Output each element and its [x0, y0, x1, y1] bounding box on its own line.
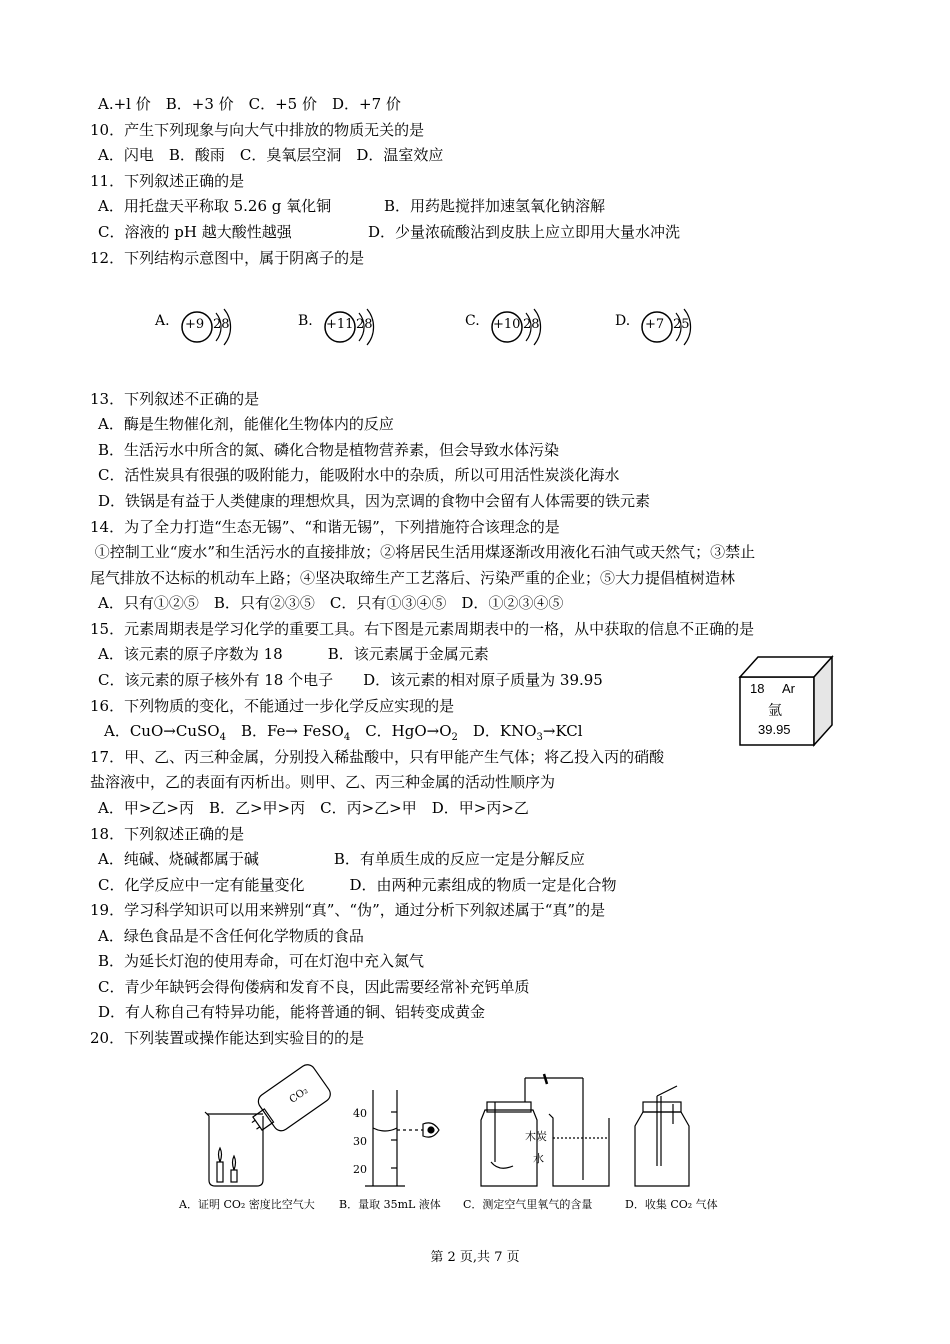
- q14-options: A．只有①②⑤ B．只有②③⑤ C．只有①③④⑤ D．①②③④⑤: [98, 594, 564, 612]
- atom-c-nucleus: +10: [493, 317, 521, 332]
- cylinder-tick-30: 30: [353, 1135, 367, 1148]
- q16-a-subscript: 4: [219, 732, 226, 743]
- atom-b-nucleus: +11: [326, 317, 354, 332]
- q17-stem-line2: 盐溶液中，乙的表面有丙析出。则甲、乙、丙三种金属的活动性顺序为: [90, 773, 556, 791]
- water-label: 水: [533, 1152, 544, 1165]
- apparatus-figures: [179, 1062, 745, 1214]
- q17-options: A．甲>乙>丙 B．乙>甲>丙 C．丙>乙>甲 D．甲>丙>乙: [98, 799, 529, 817]
- element-name: 氩: [768, 703, 782, 719]
- q16-c-subscript: 2: [451, 732, 458, 743]
- q12-stem: 12．下列结构示意图中，属于阴离子的是: [90, 249, 365, 267]
- atom-c-shells-text: 28: [523, 317, 540, 332]
- element-symbol: Ar: [782, 681, 795, 696]
- figure-caption-d: D．收集 CO₂ 气体: [625, 1198, 718, 1211]
- apparatus-drawings: [195, 1062, 745, 1192]
- atom-a-nucleus: +9: [185, 317, 205, 332]
- figure-caption-b: B．量取 35mL 液体: [339, 1198, 441, 1211]
- q16-b-subscript: 4: [343, 732, 351, 743]
- co2-bottle-label: CO₂: [287, 1085, 311, 1106]
- periodic-table-cell: [738, 655, 834, 749]
- q15-options-cd: C．该元素的原子核外有 18 个电子 D．该元素的相对原子质量为 39.95: [98, 671, 603, 689]
- q18-options-ab: A．纯碱、烧碱都属于碱 B．有单质生成的反应一定是分解反应: [98, 850, 585, 868]
- q11-option-d: D．少量浓硫酸沾到皮肤上应立即用大量水冲洗: [368, 223, 681, 241]
- q10-stem: 10．产生下列现象与向大气中排放的物质无关的是: [90, 121, 425, 139]
- q20-stem: 20．下列装置或操作能达到实验目的的是: [90, 1029, 365, 1047]
- atom-b-shells-text: 28: [356, 317, 373, 332]
- atom-a-shells-text: 28: [213, 317, 230, 332]
- figure-caption-a: A．证明 CO₂ 密度比空气大: [179, 1198, 315, 1211]
- atom-c-label: C.: [465, 313, 480, 329]
- q19-stem: 19．学习科学知识可以用来辨别“真”、“伪”，通过分析下列叙述属于“真”的是: [90, 901, 606, 919]
- q16-option-d: D．KNO: [457, 722, 537, 740]
- q14-stem: 14．为了全力打造“生态无锡”、“和谐无锡”，下列措施符合该理念的是: [90, 518, 560, 536]
- q13-option-d: D．铁锅是有益于人类健康的理想炊具，因为烹调的食物中会留有人体需要的铁元素: [98, 492, 651, 510]
- q16-stem: 16．下列物质的变化，不能通过一步化学反应实现的是: [90, 697, 455, 715]
- cylinder-tick-40: 40: [353, 1107, 367, 1120]
- q16-option-a: A．CuO→CuSO: [104, 722, 220, 740]
- q13-option-b: B．生活污水中所含的氮、磷化合物是植物营养素，但会导致水体污染: [98, 441, 560, 459]
- q11-option-c: C．溶液的 pH 越大酸性越强: [98, 223, 292, 241]
- q11-option-b: B．用药匙搅拌加速氢氧化钠溶解: [384, 197, 606, 215]
- q18-options-cd: C．化学反应中一定有能量变化 D．由两种元素组成的物质一定是化合物: [98, 876, 617, 894]
- q19-option-d: D．有人称自己有特异功能，能将普通的铜、铝转变成黄金: [98, 1003, 486, 1021]
- cylinder-tick-20: 20: [353, 1163, 367, 1176]
- charcoal-label: 木炭: [525, 1130, 547, 1143]
- q19-option-c: C．青少年缺钙会得佝偻病和发育不良，因此需要经常补充钙单质: [98, 978, 530, 996]
- q16-option-b: B．Fe→ FeSO: [225, 722, 344, 740]
- q14-body-line1: ①控制工业“废水”和生活污水的直接排放；②将居民生活用煤逐渐改用液化石油气或天然气；③禁止: [90, 543, 756, 561]
- atom-d-nucleus: +7: [645, 317, 665, 332]
- atom-d-label: D.: [615, 313, 631, 329]
- q16-option-c: C．HgO→O: [350, 722, 452, 740]
- element-mass: 39.95: [758, 722, 791, 737]
- q11-stem: 11．下列叙述正确的是: [90, 172, 245, 190]
- q13-stem: 13．下列叙述不正确的是: [90, 390, 260, 408]
- q19-option-a: A．绿色食品是不含任何化学物质的食品: [98, 927, 364, 945]
- q10-options: A．闪电 B．酸雨 C．臭氧层空洞 D．温室效应: [98, 146, 444, 164]
- q11-option-a: A．用托盘天平称取 5.26 g 氧化铜: [98, 197, 332, 215]
- q13-option-c: C．活性炭具有很强的吸附能力，能吸附水中的杂质，所以可用活性炭淡化海水: [98, 466, 620, 484]
- atom-d-shells-text: 25: [673, 317, 690, 332]
- q16-option-d-tail: →KCl: [542, 722, 583, 740]
- q19-option-b: B．为延长灯泡的使用寿命，可在灯泡中充入氮气: [98, 952, 425, 970]
- q13-option-a: A．酶是生物催化剂，能催化生物体内的反应: [98, 415, 394, 433]
- q15-stem: 15．元素周期表是学习化学的重要工具。右下图是元素周期表中的一格，从中获取的信息不正确的是: [90, 620, 755, 638]
- atom-a-label: A.: [155, 313, 170, 329]
- q14-body-line2: 尾气排放不达标的机动车上路；④坚决取缔生产工艺落后、污染严重的企业；⑤大力提倡植树造林: [90, 569, 736, 587]
- atom-b-label: B.: [298, 313, 313, 329]
- q9-options: A.+l 价 B．+3 价 C．+5 价 D．+7 价: [98, 95, 401, 113]
- q16-d-subscript: 3: [536, 732, 543, 743]
- figure-caption-c: C．测定空气里氧气的含量: [463, 1198, 593, 1211]
- q17-stem: 17．甲、乙、丙三种金属，分别投入稀盐酸中，只有甲能产生气体；将乙投入丙的硝酸: [90, 748, 665, 766]
- page-footer: 第 2 页,共 7 页: [430, 1250, 520, 1265]
- element-number: 18: [750, 681, 765, 696]
- q18-stem: 18．下列叙述正确的是: [90, 825, 245, 843]
- q15-options-ab: A．该元素的原子序数为 18 B．该元素属于金属元素: [98, 645, 489, 663]
